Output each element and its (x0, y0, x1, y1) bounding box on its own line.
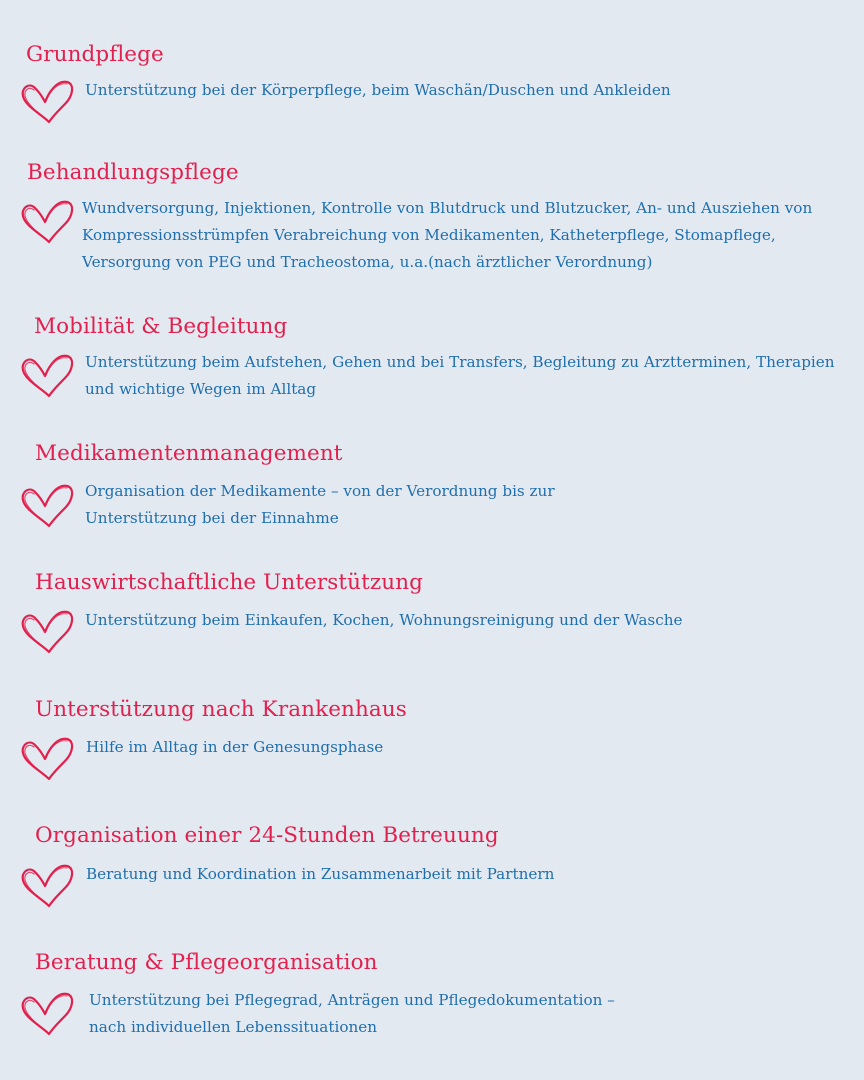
description-line: Organisation der Medikamente – von der Verordnung bis zur (85, 482, 555, 500)
service-description (82, 195, 842, 276)
description-line: Wundversorgung, Injektionen, Kontrolle von Blutdruck und Blutzucker, An- und Ausziehen von (82, 199, 813, 217)
service-description (86, 861, 846, 888)
service-title: Mobilität & Begleitung (34, 314, 288, 339)
service-title: Hauswirtschaftliche Unterstützung (35, 570, 424, 595)
description-line: und wichtige Wegen im Alltag (85, 380, 317, 398)
heart-icon (19, 196, 75, 246)
heart-icon (19, 860, 75, 910)
description-line: Hilfe im Alltag in der Genesungsphase (86, 738, 384, 756)
service-description (85, 607, 845, 634)
description-line: Unterstützung bei der Einnahme (85, 509, 339, 527)
heart-icon (19, 733, 75, 783)
service-description (85, 349, 845, 403)
service-title: Beratung & Pflegeorganisation (35, 950, 378, 975)
heart-icon (19, 350, 75, 400)
description-line: Beratung und Koordination in Zusammenarbeit mit Partnern (86, 865, 555, 883)
description-line: Unterstützung bei der Körperpflege, beim Waschän/Duschen und Ankleiden (85, 81, 671, 99)
description-line: Kompressionsstrümpfen Verabreichung von Medikamenten, Katheterpflege, Stomapflege, (82, 226, 776, 244)
heart-icon (19, 480, 75, 530)
description-line: Unterstützung bei Pflegegrad, Anträgen und Pflegedokumentation – (89, 991, 615, 1009)
service-description (86, 734, 846, 761)
service-title: Grundpflege (26, 42, 164, 67)
service-description (85, 478, 845, 532)
service-title: Behandlungspflege (27, 160, 239, 185)
heart-icon (19, 988, 75, 1038)
service-description (89, 987, 849, 1041)
service-description (85, 77, 845, 104)
description-line: Versorgung von PEG und Tracheostoma, u.a.(nach ärztlicher Verordnung) (82, 253, 653, 271)
heart-icon (19, 76, 75, 126)
description-line: Unterstützung beim Aufstehen, Gehen und bei Transfers, Begleitung zu Arztterminen, Therapien (85, 353, 835, 371)
service-title: Unterstützung nach Krankenhaus (35, 697, 407, 722)
description-line: Unterstützung beim Einkaufen, Kochen, Wohnungsreinigung und der Wasche (85, 611, 683, 629)
description-line: nach individuellen Lebenssituationen (89, 1018, 378, 1036)
service-title: Medikamentenmanagement (35, 441, 343, 466)
heart-icon (19, 606, 75, 656)
service-title: Organisation einer 24-Stunden Betreuung (35, 823, 499, 848)
